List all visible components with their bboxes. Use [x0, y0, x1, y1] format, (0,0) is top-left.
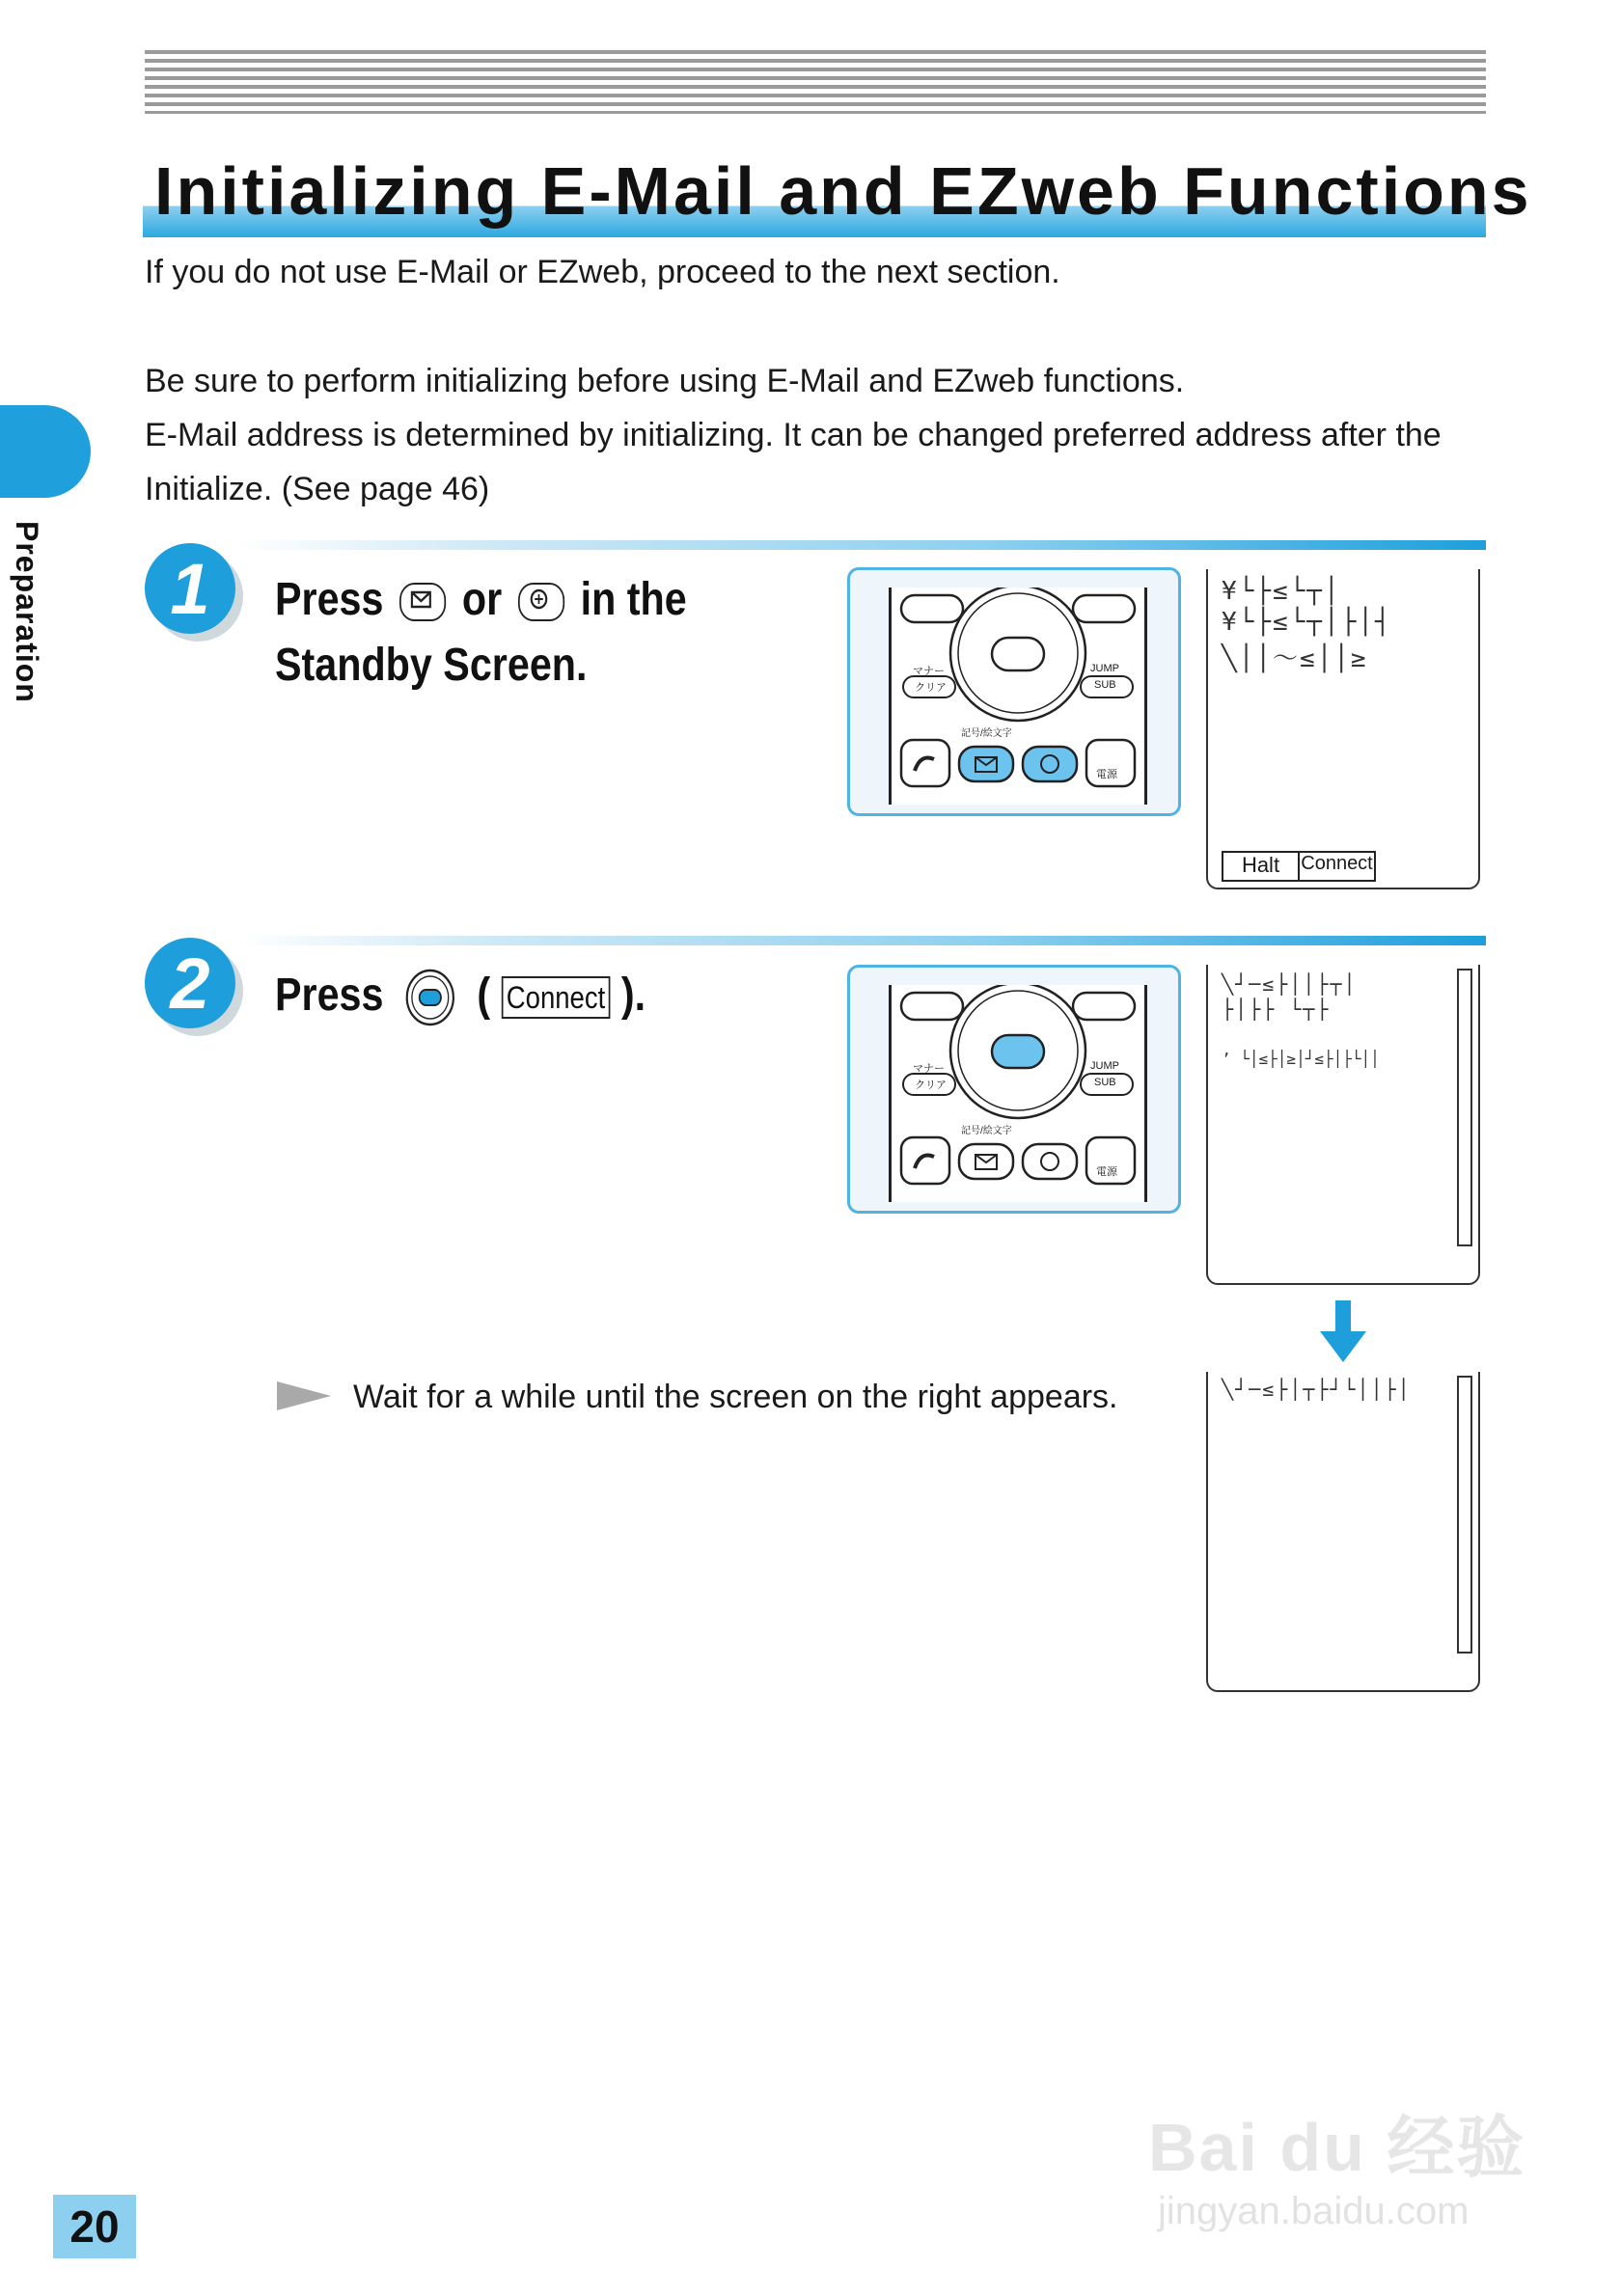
- arrow-down-icon: [1320, 1300, 1366, 1364]
- clear-label: クリア: [915, 682, 947, 694]
- step-1-instruction: [275, 567, 687, 698]
- connect-softkey-label: Connect: [502, 976, 611, 1019]
- center-select-key-icon: [401, 968, 459, 1027]
- keypad-illustration-1: [847, 567, 1181, 816]
- halt-softkey[interactable]: Halt: [1223, 853, 1300, 880]
- manner-label-2: マナー: [913, 1063, 945, 1075]
- step-1-rule: [236, 540, 1486, 550]
- step-1-press: Press: [275, 574, 384, 625]
- manner-label: マナー: [913, 666, 945, 677]
- watermark-url: jingyan.baidu.com: [1158, 2190, 1470, 2232]
- screen-2a-line-2: ├│├├ └┬├: [1222, 998, 1331, 1021]
- step-2-number: 2: [145, 938, 235, 1028]
- step-2-paren-close: ).: [620, 970, 646, 1021]
- section-tab: [0, 405, 91, 498]
- page-number: 20: [53, 2195, 136, 2258]
- step-1-or: or: [461, 574, 503, 625]
- watermark-logo: Bai du 经验: [1148, 2110, 1526, 2185]
- screen-2a-scrollbar[interactable]: [1457, 969, 1472, 1246]
- step-1-line2: Standby Screen.: [275, 640, 588, 691]
- screen-2b-line-1: ╲┘─≤├│┬├┘└││├│: [1222, 1378, 1412, 1401]
- screen-1-line-1: ¥└├≤└┬│: [1222, 577, 1341, 606]
- ez-key-icon: [518, 583, 564, 621]
- screen-1-line-2: ¥└├≤└┬│├│┤: [1222, 608, 1392, 637]
- step-2-rule: [236, 936, 1486, 945]
- screen-1-line-3: ╲││〜≤││≥: [1222, 644, 1368, 673]
- intro-line-1: If you do not use E-Mail or EZweb, proceed to the next section.: [145, 254, 1060, 290]
- symbols-label: 記号/絵文字: [961, 728, 1012, 739]
- section-label: Preparation: [10, 521, 44, 703]
- power-label-2: 電源: [1096, 1166, 1117, 1178]
- mail-key-icon: [399, 583, 446, 621]
- step-2-note: Wait for a while until the screen on the right appears.: [353, 1379, 1118, 1415]
- phone-screen-2b: [1206, 1372, 1480, 1692]
- note-arrow-icon: [277, 1381, 331, 1410]
- symbols-label-2: 記号/絵文字: [961, 1126, 1012, 1136]
- screen-2a-line-1: ╲┘─≤├││├┬│: [1222, 972, 1358, 996]
- phone-screen-2a: [1206, 965, 1480, 1285]
- header-rules: [145, 50, 1486, 114]
- intro-line-4: Initialize. (See page 46): [145, 471, 490, 507]
- keypad-illustration-2: [847, 965, 1181, 1214]
- step-2-paren-open: (: [477, 970, 491, 1021]
- page-title: Initializing E-Mail and EZweb Functions: [154, 153, 1532, 229]
- power-label: 電源: [1096, 769, 1117, 780]
- sub-label-2: SUB: [1094, 1077, 1116, 1088]
- clear-label-2: クリア: [915, 1080, 947, 1091]
- screen-1-softkeys: [1222, 851, 1376, 882]
- intro-line-3: E-Mail address is determined by initializing. It can be changed preferred address after the: [145, 417, 1442, 453]
- step-2-instruction: [275, 963, 646, 1028]
- phone-screen-1: [1206, 569, 1480, 889]
- sub-label: SUB: [1094, 679, 1116, 691]
- screen-2b-scrollbar[interactable]: [1457, 1376, 1472, 1654]
- jump-label: JUMP: [1090, 663, 1119, 674]
- intro-line-2: Be sure to perform initializing before using E-Mail and EZweb functions.: [145, 363, 1185, 399]
- screen-2a-line-3: ’ └│≤├│≥│┘≤├│├└││: [1222, 1050, 1380, 1068]
- connect-softkey[interactable]: Connect: [1301, 853, 1373, 874]
- step-2-press: Press: [275, 970, 384, 1021]
- step-1-number: 1: [145, 543, 235, 634]
- jump-label-2: JUMP: [1090, 1060, 1119, 1072]
- step-1-in-the: in the: [580, 574, 687, 625]
